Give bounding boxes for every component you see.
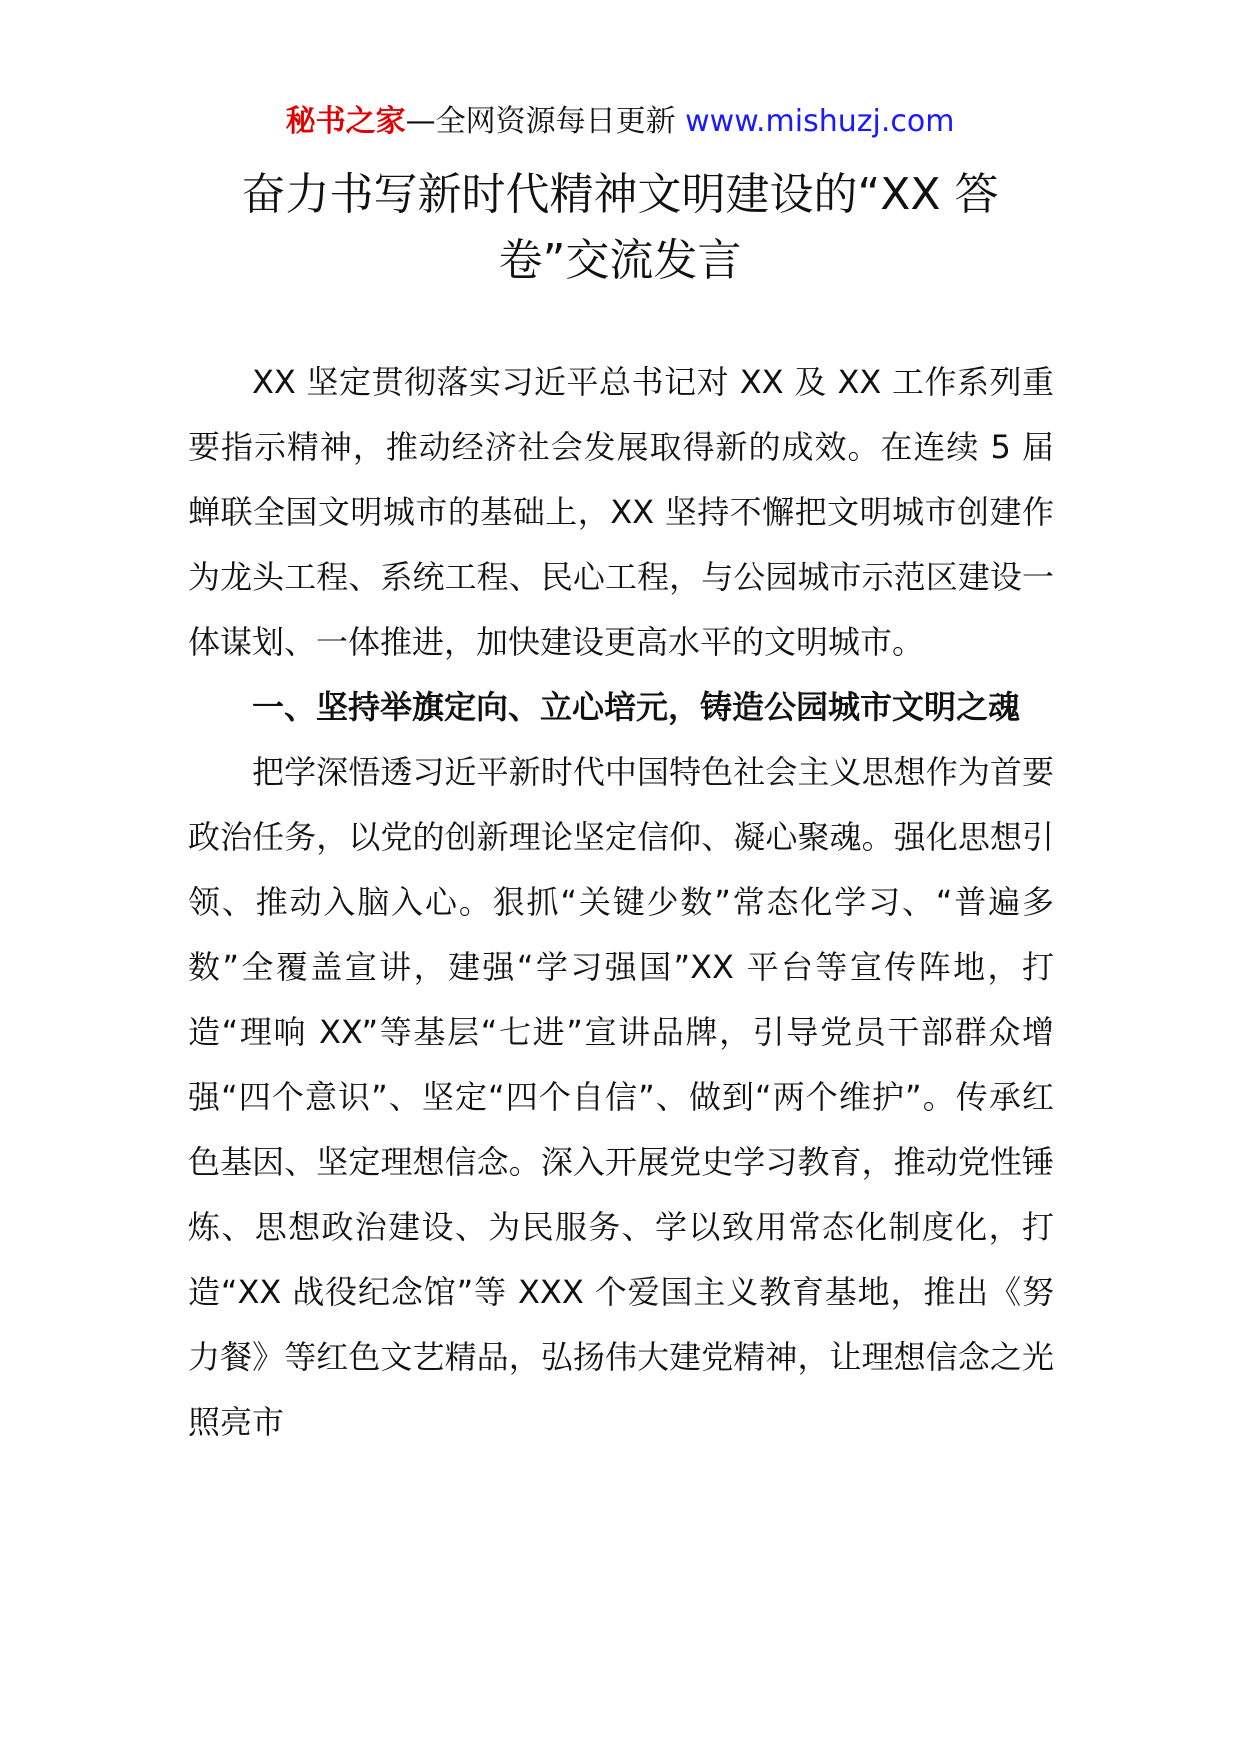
site-tagline: —全网资源每日更新 (405, 104, 686, 139)
site-header (0, 100, 1240, 144)
site-brand: 秘书之家 (285, 104, 406, 139)
intro-paragraph: XX 坚定贯彻落实习近平总书记对 XX 及 XX 工作系列重要指示精神，推动经济社会发展取得新的成效。在连续 5 届蝉联全国文明城市的基础上，XX 坚持不懈把文明城市创建作为龙头工程、系统工程、民心工程，与公园城市示范区建设一体谋划、一体推进，加快建设更高水平的文明城市。 (188, 363, 1054, 661)
document-title: 奋力书写新时代精神文明建设的“XX 答卷”交流发言 (241, 169, 999, 286)
section-heading: 一、坚持举旗定向、立心培元，铸造公园城市文明之魂 (252, 688, 1021, 726)
document-body (188, 350, 1054, 1455)
section-paragraph: 把学深悟透习近平新时代中国特色社会主义思想作为首要政治任务，以党的创新理论坚定信仰、凝心聚魂。强化思想引领、推动入脑入心。狠抓“关键少数”常态化学习、“普遍多数”全覆盖宣讲，建强“学习强国”XX 平台等宣传阵地，打造“理响 XX”等基层“七进”宣讲品牌，引导党员干部群众增强“四个意识”、坚定“四个自信”、做到“两个维护”。传承红色基因、坚定理想信念。深入开展党史学习教育，推动党性锤炼、思想政治建设、为民服务、学以致用常态化制度化，打造“XX 战役纪念馆”等 XXX 个爱国主义教育基地，推出《努力餐》等红色文艺精品，弘扬伟大建党精神，让理想信念之光照亮市 (188, 753, 1054, 1441)
site-url-link[interactable]: www.mishuzj.com (685, 104, 955, 139)
